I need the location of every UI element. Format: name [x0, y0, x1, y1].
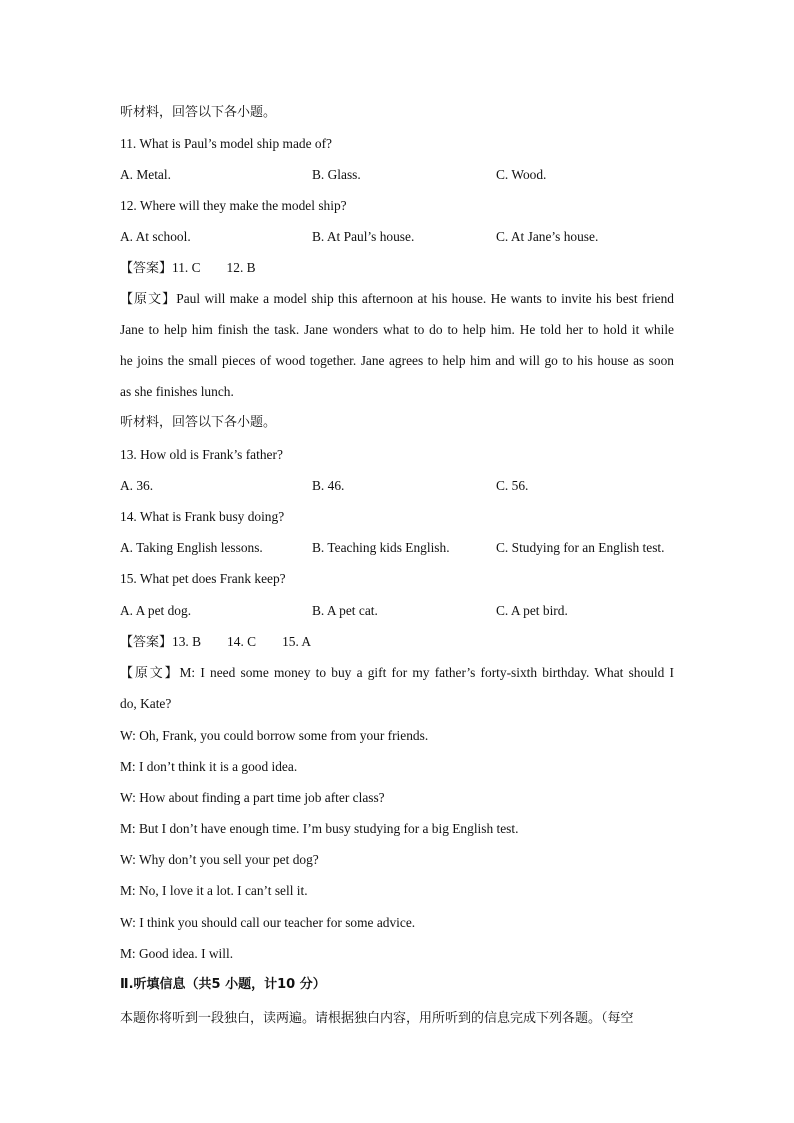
option-a: A. A pet dog.	[120, 603, 192, 618]
section-heading: Ⅱ.听填信息（共5 小题，计10 分）	[120, 977, 326, 992]
answer-item: 14. C	[227, 634, 257, 649]
option-c: C. 56.	[496, 478, 529, 493]
listening-intro: 听材料，回答以下各小题。	[120, 415, 277, 430]
answer-label: 【答案】	[120, 635, 173, 650]
option-c: C. Wood.	[496, 167, 547, 182]
transcript-1-line-2: Jane to help him finish the task. Jane wonders what to do to help him. He told her to hold it while	[120, 322, 674, 337]
answer-item: 12. B	[226, 260, 256, 275]
answer-key-2	[120, 633, 311, 652]
question-14: 14. What is Frank busy doing?	[120, 509, 285, 524]
transcript-1-line-4: as she finishes lunch.	[120, 384, 234, 399]
option-b: B. Teaching kids English.	[312, 540, 450, 555]
transcript-label: 【原文】	[120, 292, 177, 307]
answer-item: 11. C	[172, 260, 201, 275]
dialogue-line: M: Good idea. I will.	[120, 946, 234, 961]
dialogue-line: W: Oh, Frank, you could borrow some from your friends.	[120, 728, 429, 743]
question-13: 13. How old is Frank’s father?	[120, 447, 283, 462]
option-a: A. Metal.	[120, 167, 171, 182]
dialogue-line: W: Why don’t you sell your pet dog?	[120, 852, 319, 867]
answer-item: 13. B	[172, 634, 202, 649]
option-c: C. A pet bird.	[496, 603, 568, 618]
dialogue-line: M: No, I love it a lot. I can’t sell it.	[120, 883, 308, 898]
question-12: 12. Where will they make the model ship?	[120, 198, 347, 213]
option-b: B. Glass.	[312, 167, 361, 182]
option-c: C. At Jane’s house.	[496, 229, 599, 244]
question-11: 11. What is Paul’s model ship made of?	[120, 136, 332, 151]
dialogue-line: W: I think you should call our teacher for some advice.	[120, 915, 416, 930]
dialogue-line: W: How about finding a part time job after class?	[120, 790, 385, 805]
question-15: 15. What pet does Frank keep?	[120, 571, 286, 586]
dialogue-line: M: But I don’t have enough time. I’m busy studying for a big English test.	[120, 821, 519, 836]
section-instruction: 本题你将听到一段独白，读两遍。请根据独白内容，用所听到的信息完成下列各题。（每空	[120, 1011, 634, 1026]
option-a: A. Taking English lessons.	[120, 540, 263, 555]
option-b: B. A pet cat.	[312, 603, 378, 618]
transcript-1-line-3: he joins the small pieces of wood together. Jane agrees to help him and will go to his house as soon	[120, 353, 674, 368]
answer-item: 15. A	[282, 634, 312, 649]
transcript-2-line-2: do, Kate?	[120, 696, 172, 711]
answer-key-1	[120, 259, 256, 278]
option-a: A. At school.	[120, 229, 191, 244]
option-a: A. 36.	[120, 478, 154, 493]
option-c: C. Studying for an English test.	[496, 540, 665, 555]
transcript-label: 【原文】	[120, 666, 180, 681]
transcript-2-line-1: 【原文】M: I need some money to buy a gift for my father’s forty-sixth birthday. What should I	[120, 665, 674, 681]
option-b: B. 46.	[312, 478, 345, 493]
listening-intro: 听材料，回答以下各小题。	[120, 105, 277, 120]
transcript-1-line-1: 【原文】Paul will make a model ship this afternoon at his house. He wants to invite his best friend	[120, 291, 674, 307]
answer-label: 【答案】	[120, 261, 173, 276]
dialogue-line: M: I don’t think it is a good idea.	[120, 759, 298, 774]
option-b: B. At Paul’s house.	[312, 229, 415, 244]
